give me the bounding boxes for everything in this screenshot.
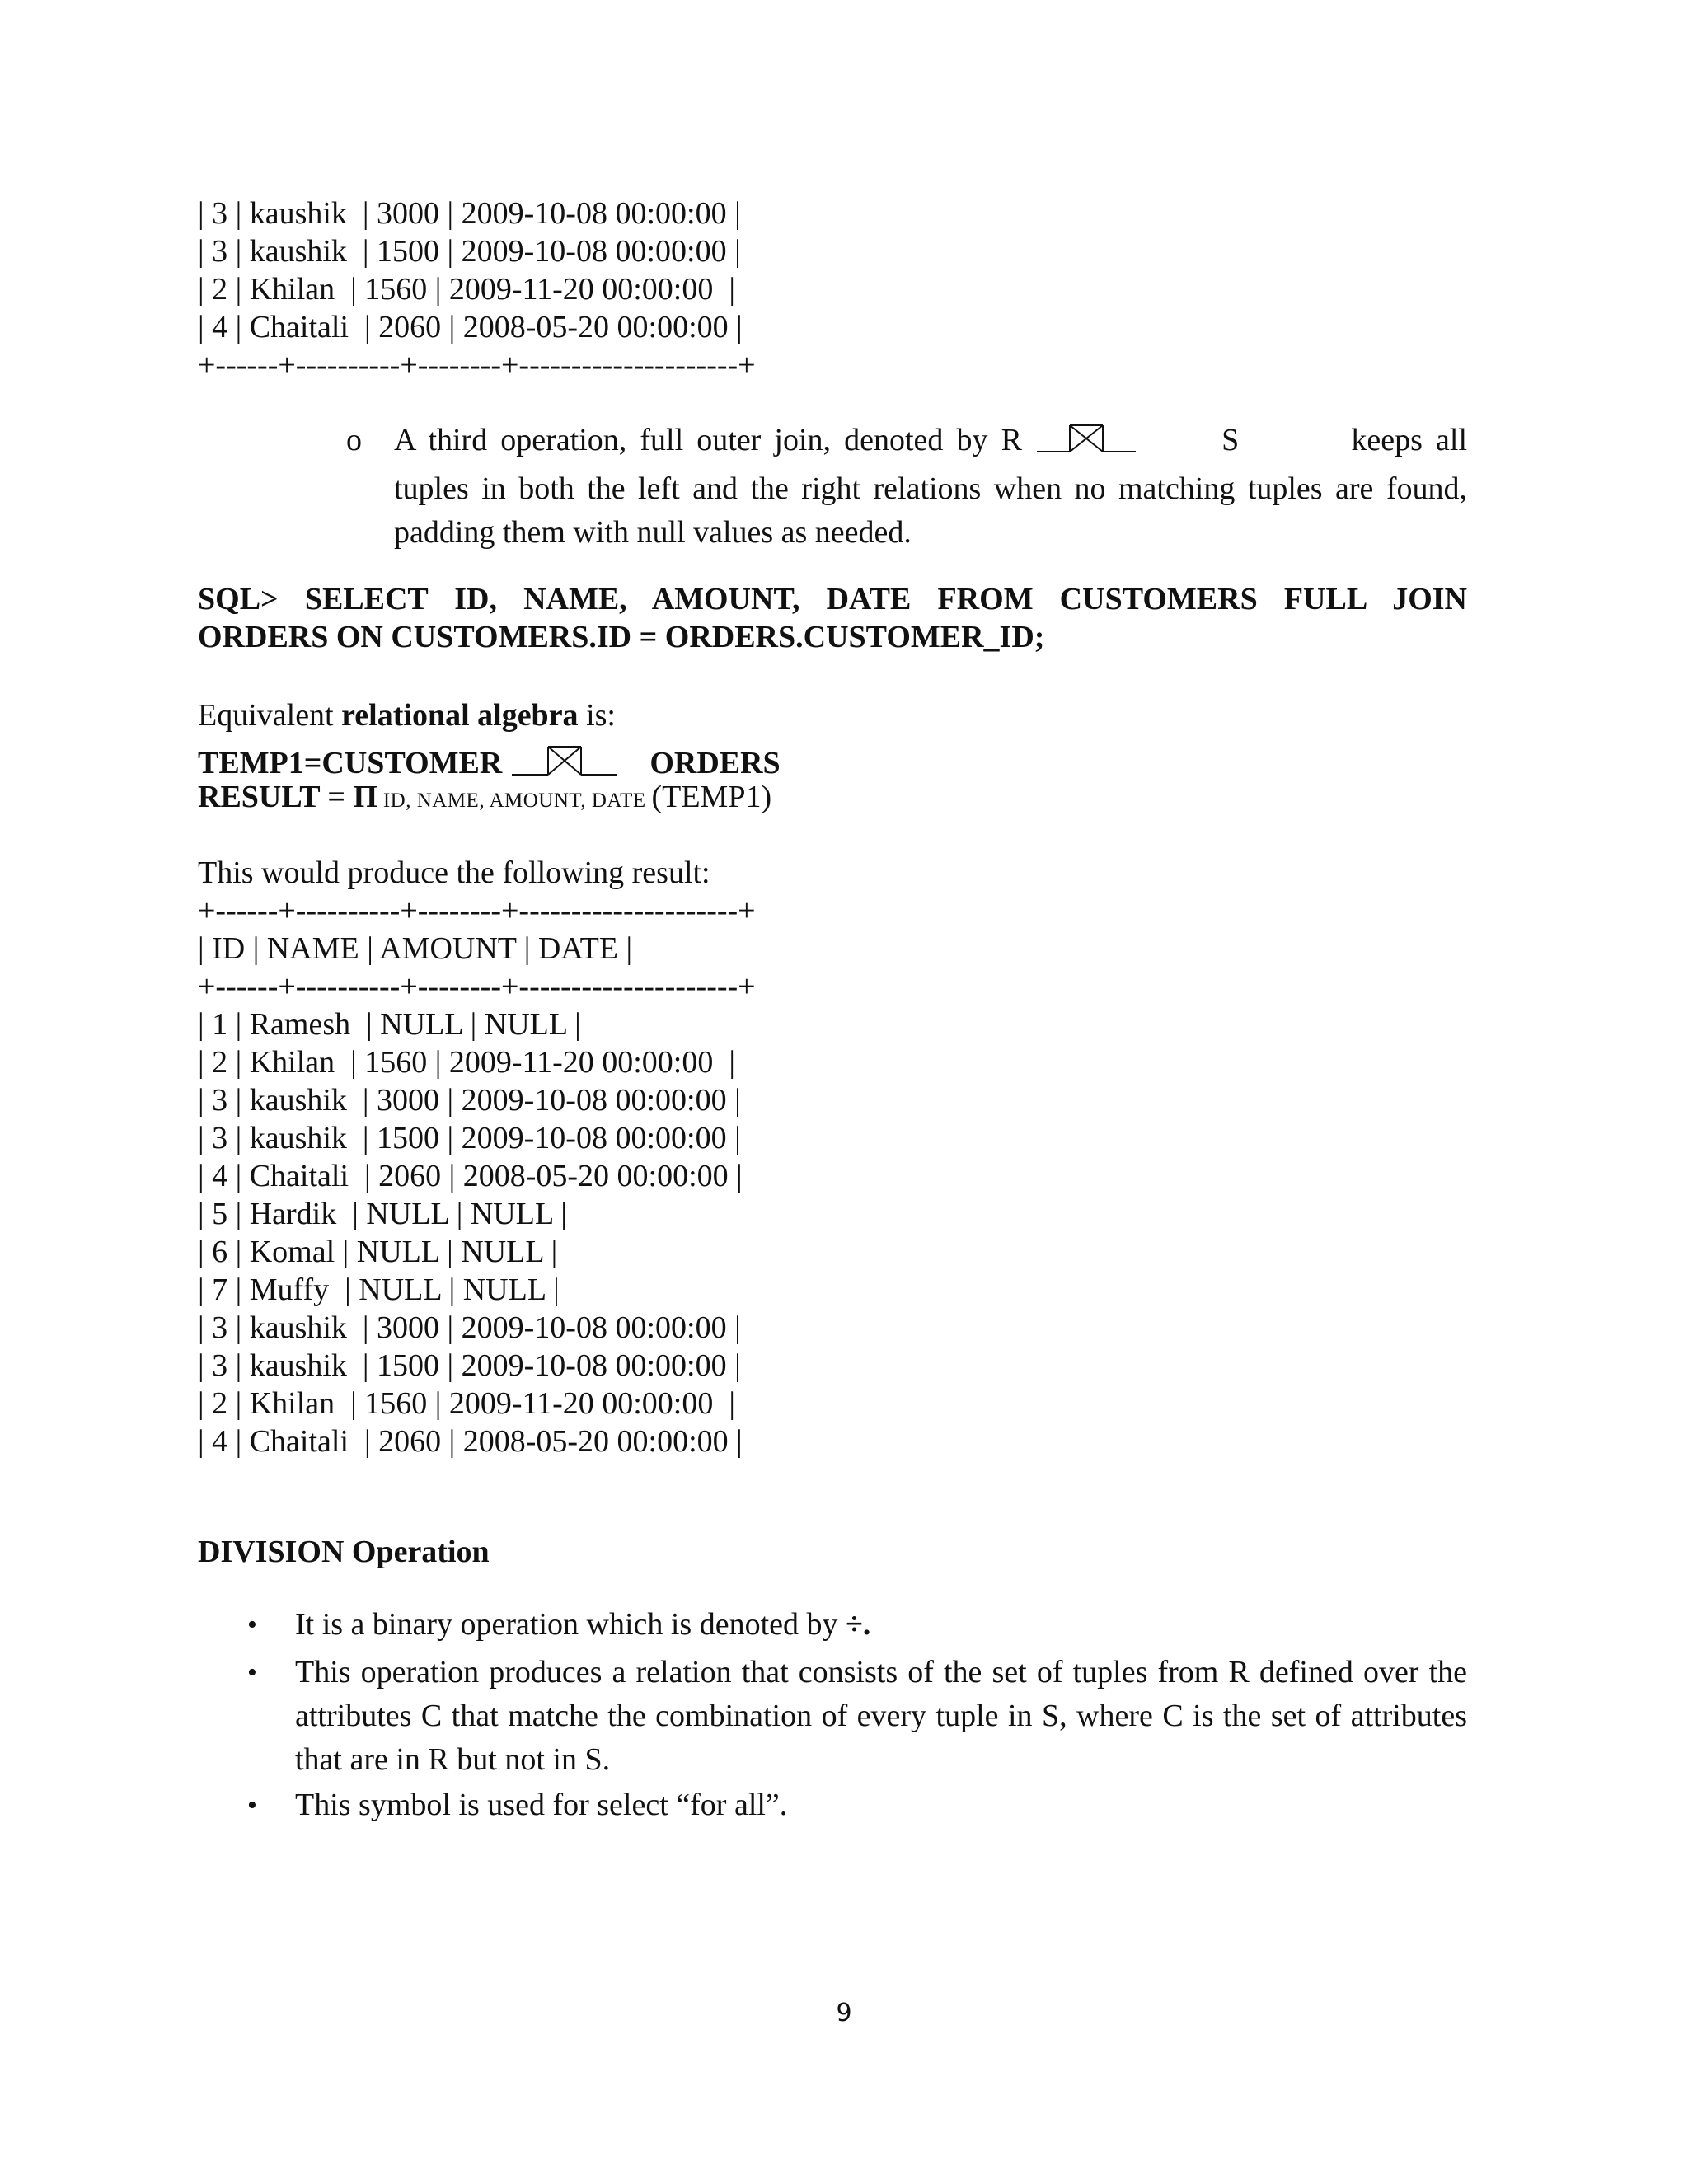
table-row: | 1 | Ramesh | NULL | NULL | xyxy=(198,1007,581,1042)
algebra-intro xyxy=(198,696,616,734)
table-row: | 3 | kaushik | 3000 | 2009-10-08 00:00:00 | xyxy=(198,196,741,231)
algebra-intro-suffix: is: xyxy=(578,698,616,733)
bullet-icon: • xyxy=(247,1657,257,1688)
outer-join-rest: tuples in both the left and the right relations when no matching tuples are found, padding them with null values as needed. xyxy=(394,471,1467,550)
table-border: +------+----------+--------+---------------------+ xyxy=(198,969,756,1004)
table-row: | 3 | kaushik | 3000 | 2009-10-08 00:00:00 | xyxy=(198,1310,741,1345)
table-row: | 2 | Khilan | 1560 | 2009-11-20 00:00:00 | xyxy=(198,1045,735,1080)
bullet-icon: • xyxy=(247,1790,257,1821)
algebra-intro-bold: relational algebra xyxy=(341,698,579,733)
table-row: | 5 | Hardik | NULL | NULL | xyxy=(198,1197,567,1231)
division-symbol: ÷. xyxy=(846,1607,871,1642)
bullet-item: This symbol is used for select “for all”. xyxy=(295,1788,788,1822)
outer-join-intro: A third operation, full outer join, denoted by xyxy=(394,423,1001,457)
table-border: +------+----------+--------+---------------------+ xyxy=(198,348,756,382)
bullet-item: This operation produces a relation that consists of the set of tuples from R defined over the attributes C that matche the combination of every tuple in S, where C is the set of attributes that are in R but not in S. xyxy=(295,1655,1467,1777)
relation-s: S xyxy=(1221,423,1240,457)
table-row: | 3 | kaushik | 1500 | 2009-10-08 00:00:00 | xyxy=(198,234,741,269)
result-subscript: ID, NAME, AMOUNT, DATE xyxy=(377,790,652,812)
table-header: | ID | NAME | AMOUNT | DATE | xyxy=(198,931,633,966)
result-expression xyxy=(198,778,771,820)
sql-line-1: SQL> SELECT ID, NAME, AMOUNT, DATE FROM CUSTOMERS FULL JOIN xyxy=(198,582,1467,616)
full-outer-join-icon xyxy=(1035,422,1159,467)
table-row: | 4 | Chaitali | 2060 | 2008-05-20 00:00:00 | xyxy=(198,1159,743,1193)
temp1-left: TEMP1=CUSTOMER xyxy=(198,746,503,780)
result-suffix: (TEMP1) xyxy=(651,780,772,814)
temp1-right: ORDERS xyxy=(649,746,781,780)
sql-line-2: ORDERS ON CUSTOMERS.ID = ORDERS.CUSTOMER_ID; xyxy=(198,620,1045,654)
algebra-intro-prefix: Equivalent xyxy=(198,698,342,733)
bullet-icon: • xyxy=(247,1610,257,1640)
table-row: | 4 | Chaitali | 2060 | 2008-05-20 00:00:00 | xyxy=(198,1424,743,1459)
table-row: | 3 | kaushik | 1500 | 2009-10-08 00:00:00 | xyxy=(198,1121,741,1155)
outer-join-keeps: keeps all xyxy=(1351,423,1468,457)
bullet-item xyxy=(295,1603,1467,1647)
outer-join-paragraph xyxy=(394,419,1467,555)
relation-r: R xyxy=(1001,423,1022,457)
table-row: | 6 | Komal | NULL | NULL | xyxy=(198,1235,558,1269)
table-row: | 4 | Chaitali | 2060 | 2008-05-20 00:00:00 | xyxy=(198,310,743,344)
table-border: +------+----------+--------+---------------------+ xyxy=(198,893,756,928)
result-prefix: RESULT = Π xyxy=(198,780,378,814)
page-number: 9 xyxy=(836,1999,852,2027)
table-row: | 2 | Khilan | 1560 | 2009-11-20 00:00:00 | xyxy=(198,1386,735,1421)
list-marker: o xyxy=(346,423,362,457)
table-row: | 7 | Muffy | NULL | NULL | xyxy=(198,1272,560,1307)
table-row: | 3 | kaushik | 1500 | 2009-10-08 00:00:00 | xyxy=(198,1348,741,1383)
section-heading: DIVISION Operation xyxy=(198,1535,490,1569)
bullet-text: It is a binary operation which is denoted by xyxy=(295,1607,846,1642)
table-row: | 3 | kaushik | 3000 | 2009-10-08 00:00:00 | xyxy=(198,1083,741,1118)
table-row: | 2 | Khilan | 1560 | 2009-11-20 00:00:00 | xyxy=(198,272,735,307)
result-intro: This would produce the following result: xyxy=(198,855,710,890)
